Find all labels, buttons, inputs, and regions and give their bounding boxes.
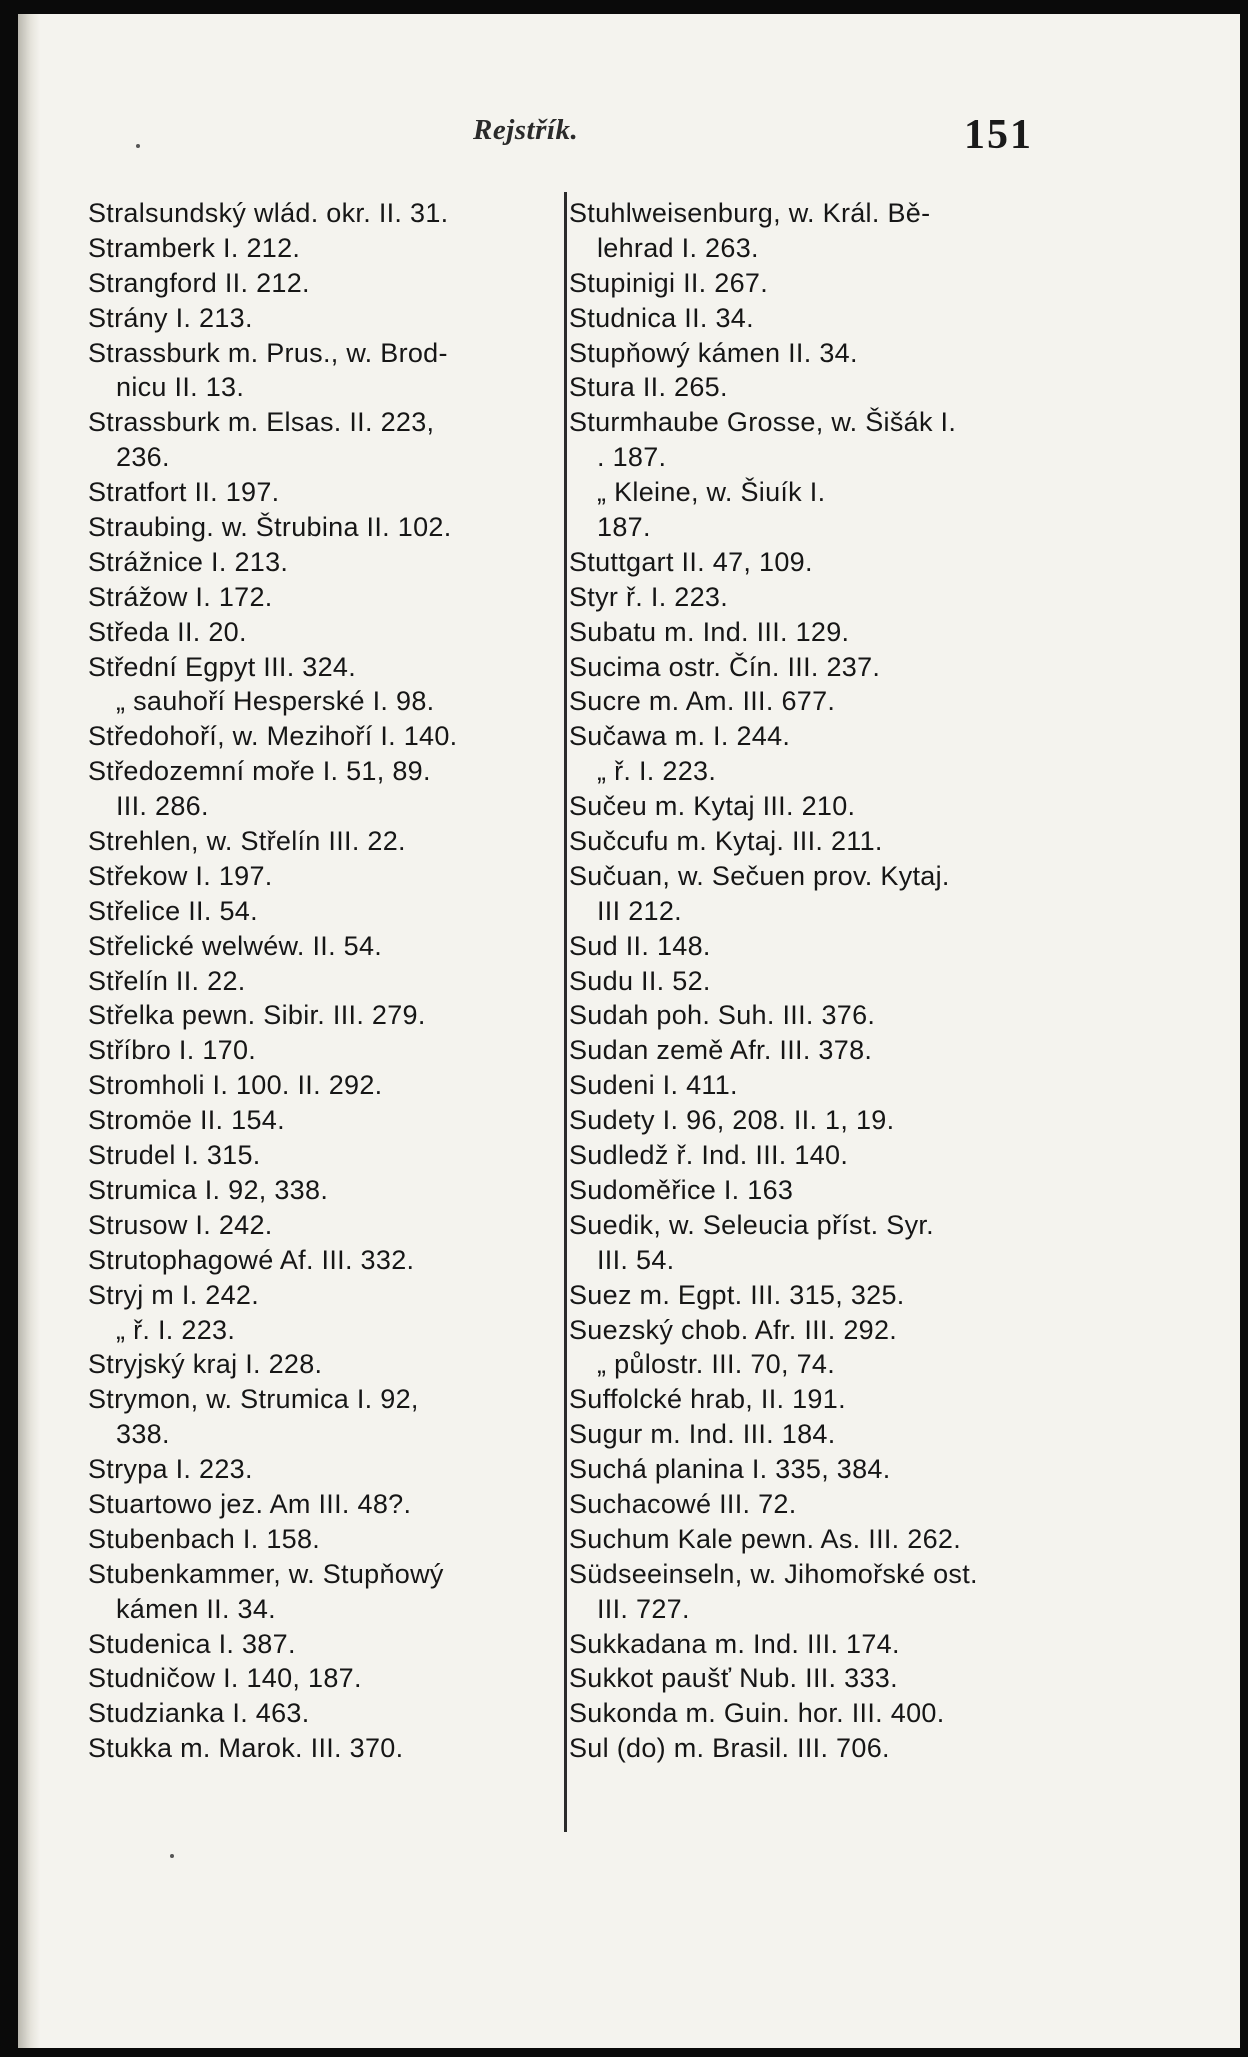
index-entry: Stromholi I. 100. II. 292. (88, 1070, 383, 1101)
index-entry: Suezský chob. Afr. III. 292. (569, 1314, 898, 1345)
index-entry: Středa II. 20. (88, 616, 247, 647)
index-entry: Suez m. Egpt. III. 315, 325. (569, 1279, 905, 1310)
index-entry: Středohoří, w. Mezihoří I. 140. (88, 721, 458, 752)
book-page (18, 14, 1240, 2048)
paper-speck (136, 144, 140, 148)
index-entry-continuation: . 187. (597, 442, 667, 473)
index-entry: Strumica I. 92, 338. (88, 1174, 329, 1205)
index-entry: Stuartowo jez. Am III. 48?. (88, 1488, 412, 1519)
page-number: 151 (964, 112, 1033, 158)
index-entry: Sučcufu m. Kytaj. III. 211. (569, 826, 883, 857)
index-entry: Strypa I. 223. (88, 1454, 253, 1485)
index-entry: Straubing. w. Štrubina II. 102. (88, 512, 452, 543)
index-entry-continuation: 338. (116, 1419, 170, 1450)
index-entry: Strymon, w. Strumica I. 92, (88, 1384, 419, 1415)
index-entry: Střelické welwéw. II. 54. (88, 930, 383, 961)
index-entry: Sucima ostr. Čín. III. 237. (569, 651, 881, 682)
index-entry-continuation: kámen II. 34. (116, 1593, 276, 1624)
index-entry-continuation: „ ř. I. 223. (597, 756, 717, 787)
index-entry: Studenica I. 387. (88, 1628, 296, 1659)
index-entry-continuation: nicu II. 13. (116, 372, 245, 403)
index-entry: Stukka m. Marok. III. 370. (88, 1733, 404, 1764)
index-entry: Suchá planina I. 335, 384. (569, 1454, 891, 1485)
index-entry: Sudan země Afr. III. 378. (569, 1035, 873, 1066)
index-entry: Sucre m. Am. III. 677. (569, 686, 836, 717)
index-entry: Sukkadana m. Ind. III. 174. (569, 1628, 900, 1659)
index-entry: Strehlen, w. Střelín III. 22. (88, 826, 406, 857)
running-header-title: Rejstřík. (473, 114, 579, 146)
index-entry: Strážnice I. 213. (88, 546, 289, 577)
index-column-left (88, 196, 558, 1766)
index-entry: Stříbro I. 170. (88, 1035, 257, 1066)
index-entry: Strány I. 213. (88, 302, 253, 333)
index-entry: Studničow I. 140, 187. (88, 1663, 362, 1694)
index-entry-continuation: lehrad I. 263. (597, 232, 759, 263)
index-entry: Stromöe II. 154. (88, 1105, 285, 1136)
index-entry: Sul (do) m. Brasil. III. 706. (569, 1733, 890, 1764)
index-entry: Stratfort II. 197. (88, 477, 280, 508)
index-entry-continuation: „ ř. I. 223. (116, 1314, 236, 1345)
index-entry: Sučuan, w. Sečuen prov. Kytaj. (569, 860, 950, 891)
index-entry-continuation: III 212. (597, 895, 682, 926)
index-entry: Stryjský kraj I. 228. (88, 1349, 323, 1380)
index-entry: Stuttgart II. 47, 109. (569, 546, 813, 577)
column-divider (564, 192, 567, 1832)
index-entry: Stubenkammer, w. Stupňowý (88, 1558, 444, 1589)
index-entry: Strudel I. 315. (88, 1140, 261, 1171)
index-entry: Strusow I. 242. (88, 1209, 273, 1240)
index-entry: Sudoměřice I. 163 (569, 1174, 794, 1205)
index-entry: Suchacowé III. 72. (569, 1488, 797, 1519)
index-entry: Středozemní moře I. 51, 89. (88, 756, 431, 787)
index-entry: Stura II. 265. (569, 372, 728, 403)
index-entry-continuation: „ Kleine, w. Šiuík I. (597, 477, 826, 508)
index-entry: Stupňowý kámen II. 34. (569, 337, 858, 368)
index-entry: Strassburk m. Prus., w. Brod- (88, 337, 448, 368)
index-entry: Sudah poh. Suh. III. 376. (569, 1000, 876, 1031)
index-entry-continuation: 236. (116, 442, 170, 473)
index-entry-continuation: III. 54. (597, 1244, 675, 1275)
index-entry: Studnica II. 34. (569, 302, 754, 333)
index-entry: Sudledž ř. Ind. III. 140. (569, 1140, 849, 1171)
index-entry: Suffolcké hrab, II. 191. (569, 1384, 846, 1415)
index-column-right (569, 196, 1049, 1766)
index-entry: Strutophagowé Af. III. 332. (88, 1244, 415, 1275)
index-entry: Strážow I. 172. (88, 581, 273, 612)
index-entry-continuation: „ půlostr. III. 70, 74. (597, 1349, 836, 1380)
index-entry: Stralsundský wlád. okr. II. 31. (88, 198, 449, 228)
index-entry: Stuhlweisenburg, w. Král. Bě- (569, 198, 931, 228)
index-entry: Střední Egpyt III. 324. (88, 651, 357, 682)
index-entry: Sugur m. Ind. III. 184. (569, 1419, 836, 1450)
index-entry: Stryj m I. 242. (88, 1279, 260, 1310)
index-entry: Sud II. 148. (569, 930, 711, 961)
index-entry: Strangford II. 212. (88, 267, 310, 298)
index-entry: Subatu m. Ind. III. 129. (569, 616, 850, 647)
index-entry-continuation: III. 727. (597, 1593, 690, 1624)
index-entry: Sturmhaube Grosse, w. Šišák I. (569, 407, 957, 438)
index-entry: Střelín II. 22. (88, 965, 246, 996)
index-entry: Sudeni I. 411. (569, 1070, 738, 1101)
paper-speck (170, 1854, 174, 1858)
index-entry: Sukkot paušť Nub. III. 333. (569, 1663, 898, 1694)
index-entry: Sučawa m. I. 244. (569, 721, 791, 752)
index-entry: Sudety I. 96, 208. II. 1, 19. (569, 1105, 895, 1136)
index-entry: Styr ř. I. 223. (569, 581, 729, 612)
index-entry: Suchum Kale pewn. As. III. 262. (569, 1523, 962, 1554)
index-entry: Střekow I. 197. (88, 860, 273, 891)
index-entry-continuation: „ sauhoří Hesperské I. 98. (116, 686, 435, 717)
index-entry: Sučeu m. Kytaj III. 210. (569, 791, 856, 822)
index-entry: Stramberk I. 212. (88, 232, 301, 263)
index-entry-continuation: 187. (597, 512, 651, 543)
index-entry: Suedik, w. Seleucia příst. Syr. (569, 1209, 934, 1240)
index-entry: Studzianka I. 463. (88, 1698, 310, 1729)
index-entry: Sudu II. 52. (569, 965, 711, 996)
index-entry-continuation: III. 286. (116, 791, 209, 822)
index-entry: Střelice II. 54. (88, 895, 258, 926)
index-entry: Střelka pewn. Sibir. III. 279. (88, 1000, 426, 1031)
index-entry: Stubenbach I. 158. (88, 1523, 321, 1554)
index-entry: Sukonda m. Guin. hor. III. 400. (569, 1698, 945, 1729)
index-entry: Südseeinseln, w. Jihomořské ost. (569, 1558, 978, 1589)
index-entry: Strassburk m. Elsas. II. 223, (88, 407, 435, 438)
page-gutter-shadow (18, 14, 40, 2048)
index-entry: Stupinigi II. 267. (569, 267, 769, 298)
